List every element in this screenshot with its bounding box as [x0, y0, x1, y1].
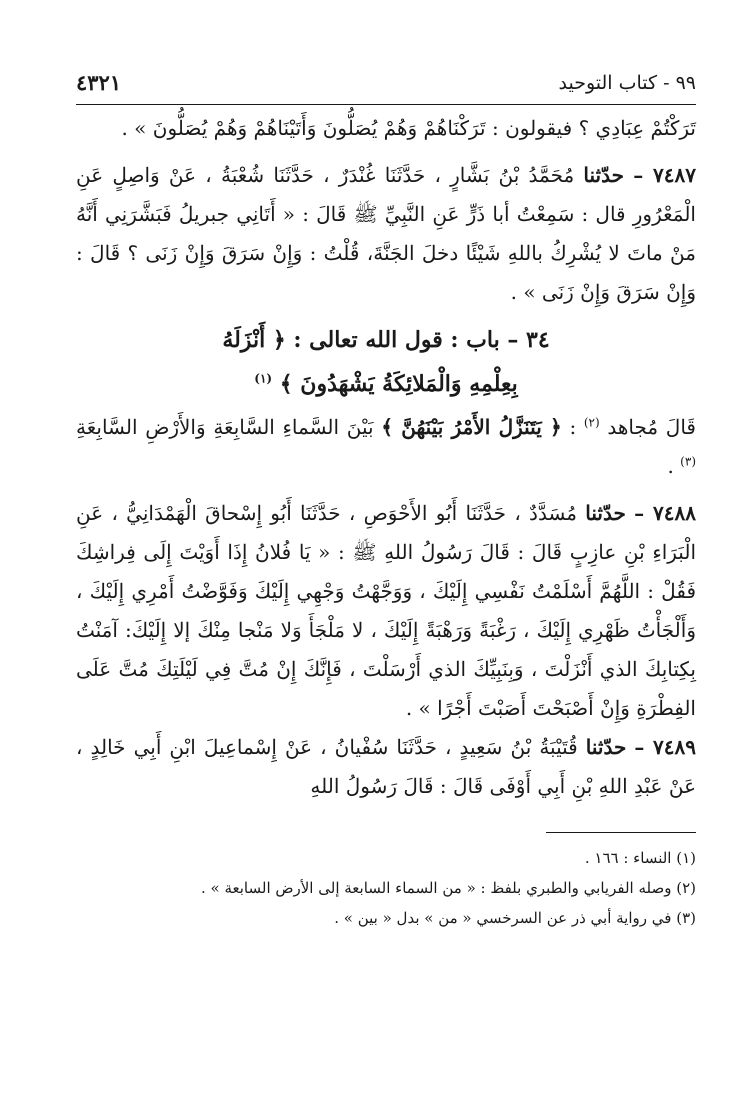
paragraph-continuation: تَرَكْتُمْ عِبَادِي ؟ فيقولون : تَرَكْنَاهُمْ وَهُمْ يُصَلُّونَ وَأَتَيْنَاهُمْ وَهُمْ يُصَلُّونَ » .: [121, 116, 696, 140]
hadith-number: ٧٤٨٧ –: [633, 163, 696, 187]
footnote-2: (٢) وصله الفريابي والطبري بلفظ : « من السماء السابعة إلى الأرض السابعة » .: [200, 879, 696, 897]
commentary-text: :: [569, 415, 577, 439]
hadith-text: سُفْيانُ ، عَنْ إِسْماعِيلَ ابْنِ أَبِي خَالِدٍ ، عَنْ عَبْدِ اللهِ بْنِ أَبِي أَوْفَى قَالَ : قَالَ رَسُولُ اللهِ: [76, 735, 696, 798]
hadith-text: قُتَيْبَةُ بْنُ سَعِيدٍ ،: [445, 735, 578, 759]
commentary-text: بَيْنَ السَّماءِ السَّابِعَةِ وَالأَرْضِ السَّابِعَةِ: [76, 415, 374, 439]
footnote-marker: (٢): [583, 415, 600, 430]
hadith-7488: [76, 494, 696, 728]
narration-word: حَدَّثَنَا: [465, 501, 507, 525]
commentary-text: قَالَ مُجاهد: [607, 415, 696, 439]
footnote-marker: (٣): [680, 454, 696, 469]
chapter-heading: [76, 318, 696, 406]
footnote-1: (١) النساء : ١٦٦ .: [584, 849, 696, 867]
hadith-text: مُحَمَّدُ بْنُ بَشَّارٍ ،: [434, 163, 575, 187]
narration-word: حدّثنا: [585, 735, 627, 759]
running-header: [76, 64, 696, 105]
footnotes: [76, 843, 696, 933]
hadith-text: غُنْدَرٌ ،: [323, 163, 376, 187]
book-page: [76, 64, 696, 1074]
footnote-divider: [546, 832, 696, 833]
footnote-marker: (١): [254, 371, 273, 386]
chapter-heading-line: بِعِلْمِهِ وَالْمَلائِكَةُ يَشْهَدُونَ ﴾: [279, 371, 518, 397]
commentary-text: .: [667, 454, 674, 478]
footnote-3: (٣) في رواية أبي ذر عن السرخسي « من » بدل « بين » .: [334, 909, 696, 927]
mujahid-commentary: [76, 408, 696, 486]
hadith-7489: [76, 728, 696, 806]
hadith-text: مُسَدَّدٌ ،: [514, 501, 578, 525]
quran-quote: ﴿ يَتَنَزَّلُ الأَمْرُ بَيْنَهُنَّ ﴾: [381, 415, 562, 439]
narration-word: حَدَّثَنَا: [384, 163, 426, 187]
hadith-text: شُعْبَةُ ، عَنْ وَاصِلٍ عَنِ الْمَعْرُورِ قال : سَمِعْتُ أبا ذَرٍّ عَنِ النَّبِيِّ ﷺ قَالَ : « أَتَانِي جبريلُ فَبَشَّرَنِي أَنَّهُ مَنْ ماتَ لا يُشْرِكُ باللهِ شَيْئًا دخلَ الجَنَّةَ، قُلْتُ : وَإِنْ سَرَقَ وَإِنْ زَنَى ؟ قَالَ : وَإِنْ سَرَقَ وَإِنْ زَنَى » .: [76, 163, 696, 304]
page-number: ٤٣٢١: [76, 70, 122, 95]
hadith-text: أَبُو الأَحْوَصِ ،: [348, 501, 458, 525]
hadith-number: ٧٤٨٩ –: [634, 735, 696, 759]
narration-word: حَدَّثَنَا: [300, 501, 341, 525]
hadith-text: أَبُو إِسْحاقَ الْهَمْدَانِيُّ ، عَنِ الْبَرَاءِ بْنِ عازِبٍ قَالَ : قَالَ رَسُولُ اللهِ ﷺ : « يَا فُلانُ إِذَا أَوَيْتَ إِلَى فِراشِكَ فَقُلْ : اللَّهُمَّ أَسْلَمْتُ نَفْسِي إِلَيْكَ ، وَوَجَّهْتُ وَجْهِي إِلَيْكَ وَفَوَّضْتُ أَمْرِي إِلَيْكَ ، وَأَلْجَأْتُ ظَهْرِي إِلَيْكَ ، رَغْبَةً وَرَهْبَةً إِلَيْكَ ، لا مَلْجَأَ وَلا مَنْجا مِنْكَ إلا إِلَيْكَ: آمَنْتُ بِكِتابِكَ الذي أَنْزَلْتَ ، وَبِنَبِيِّكَ الذي أَرْسَلْتَ ، فَإِنَّكَ إِنْ مُتَّ فِي لَيْلَتِكَ مُتَّ عَلَى الفِطْرَةِ وَإِنْ أَصْبَحْتَ أَصَبْتَ أَجْرًا » .: [76, 501, 696, 720]
narration-word: حدّثنا: [585, 501, 626, 525]
hadith-7487: [76, 156, 696, 312]
narration-word: حَدَّثَنَا: [396, 735, 437, 759]
narration-word: حَدَّثَنَا: [273, 163, 314, 187]
narration-word: حدّثنا: [583, 163, 624, 187]
chapter-heading-line: ٣٤ – باب : قول الله تعالى : ﴿ أَنْزَلَهُ: [222, 327, 550, 353]
hadith-number: ٧٤٨٨ –: [634, 501, 696, 525]
chapter-title: ٩٩ - كتاب التوحيد: [558, 72, 696, 94]
